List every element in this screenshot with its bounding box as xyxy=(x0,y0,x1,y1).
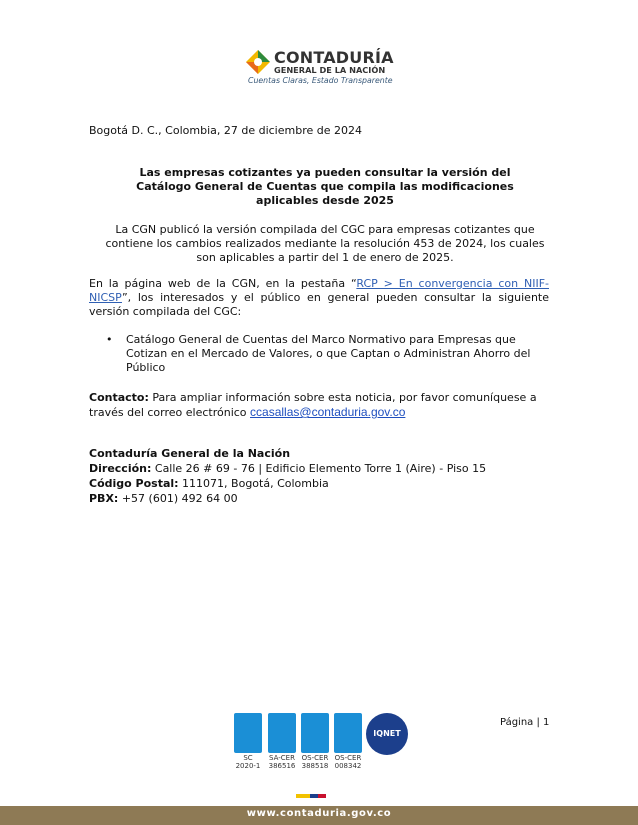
cert-code-3: OS-CER 388518 xyxy=(301,754,329,770)
logo-subtitle: GENERAL DE LA NACIÓN xyxy=(274,65,386,75)
contact-label: Contacto: xyxy=(89,391,149,404)
website-url[interactable]: www.contaduria.gov.co xyxy=(246,808,392,819)
cert-code-2: SA-CER 386516 xyxy=(268,754,296,770)
icontec-badge-3 xyxy=(301,713,329,753)
bullet-item: Catálogo General de Cuentas del Marco Normativo para Empresas que Cotizan en el Mercado de Valores, o que Captan o Administran Ahorro del Público xyxy=(126,333,531,374)
flag-red-stripe xyxy=(318,794,326,798)
page-number: Página | 1 xyxy=(500,717,550,728)
flag-yellow-stripe xyxy=(296,794,310,798)
bullet-dot-icon: • xyxy=(106,333,113,346)
pbx-line xyxy=(89,491,486,506)
headline: Las empresas cotizantes ya pueden consultar la versión del Catálogo General de Cuentas que compila las modificaciones aplicables desde 2025 xyxy=(136,166,514,207)
paragraph-summary: La CGN publicó la versión compilada del CGC para empresas cotizantes que contiene los cambios realizados mediante la resolución 453 de 2024, los cuales son aplicables a partir del 1 de enero de 2025. xyxy=(105,223,545,264)
organization-name: Contaduría General de la Nación xyxy=(89,447,291,460)
icontec-badge-1 xyxy=(234,713,262,753)
paragraph2-after: ”, los interesados y el público en general pueden consultar la siguiente versión compilada del CGC: xyxy=(89,291,549,318)
cert-code-4: OS-CER 008342 xyxy=(334,754,362,770)
paragraph2-before: En la página web de la CGN, en la pestaña “ xyxy=(89,277,357,290)
postal-label: Código Postal: xyxy=(89,477,179,490)
logo-title: CONTADURÍA xyxy=(274,48,394,67)
postal-value: 111071, Bogotá, Colombia xyxy=(178,477,329,490)
contact-text: Para ampliar información sobre esta noticia, por favor comuníquese a través del correo electrónico xyxy=(89,391,537,419)
flag-blue-stripe xyxy=(310,794,318,798)
letter-date: Bogotá D. C., Colombia, 27 de diciembre de 2024 xyxy=(89,124,362,137)
cgn-emblem-icon xyxy=(244,48,272,76)
address-value: Calle 26 # 69 - 76 | Edificio Elemento Torre 1 (Aire) - Piso 15 xyxy=(151,462,487,475)
paragraph-web-access xyxy=(89,277,549,319)
organization-info xyxy=(89,446,486,506)
postal-line xyxy=(89,476,486,491)
cgn-logo xyxy=(244,48,394,88)
pbx-label: PBX: xyxy=(89,492,119,505)
contact-paragraph xyxy=(89,391,549,420)
rcp-niif-link[interactable]: RCP > En convergencia con NIIF-NICSP xyxy=(89,277,549,304)
contact-email-link[interactable]: ccasallas@contaduria.gov.co xyxy=(250,405,406,419)
icontec-badge-2 xyxy=(268,713,296,753)
cert-code-1: SC 2020-1 xyxy=(235,754,261,770)
address-label: Dirección: xyxy=(89,462,152,475)
iqnet-badge: IQNET xyxy=(366,713,408,755)
logo-tagline: Cuentas Claras, Estado Transparente xyxy=(248,76,393,85)
address-line xyxy=(89,461,486,476)
icontec-badge-4 xyxy=(334,713,362,753)
pbx-value: +57 (601) 492 64 00 xyxy=(118,492,238,505)
